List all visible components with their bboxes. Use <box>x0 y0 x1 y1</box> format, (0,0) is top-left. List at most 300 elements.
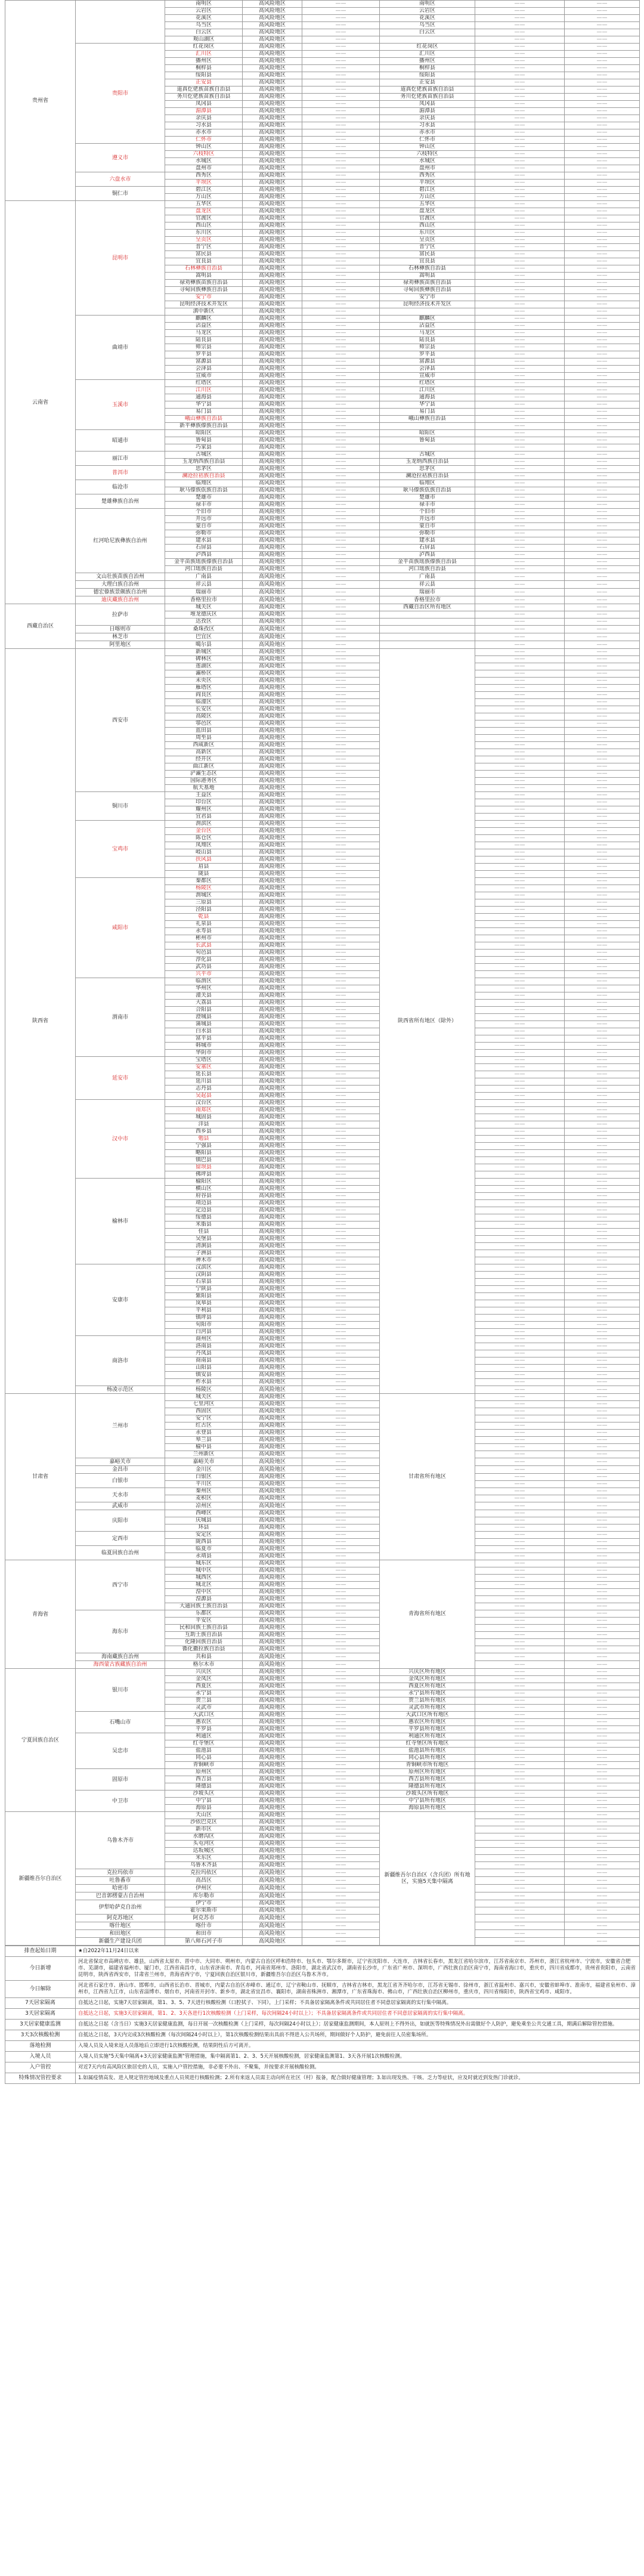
table-row <box>5 480 640 487</box>
dash-cell: —— <box>475 1805 565 1812</box>
dash-cell: —— <box>302 1915 380 1922</box>
level-cell: 高风险地区 <box>243 763 302 771</box>
level-cell: 高风险地区 <box>243 1524 302 1532</box>
county-cell: 汇川区 <box>165 51 243 58</box>
dash-cell: —— <box>565 1762 640 1769</box>
dash-cell: —— <box>475 619 565 626</box>
table-row <box>5 604 640 611</box>
dash-cell: —— <box>302 552 380 559</box>
dash-cell: —— <box>475 423 565 430</box>
level-cell: 高风险地区 <box>243 22 302 29</box>
county-cell: 永宁县 <box>165 1690 243 1697</box>
dash-cell: —— <box>565 430 640 437</box>
level-cell: 高风险地区 <box>243 1014 302 1021</box>
dash-cell: —— <box>302 1193 380 1200</box>
county-cell: 安塞区 <box>165 1064 243 1071</box>
dash-cell: —— <box>565 589 640 596</box>
county-cell: 湄潭县 <box>165 108 243 115</box>
dash-cell: —— <box>475 1900 565 1907</box>
county-cell: 镇巴县 <box>165 1157 243 1164</box>
level-cell: 高风险地区 <box>243 864 302 871</box>
dash-cell: —— <box>302 215 380 222</box>
dash-cell: —— <box>302 978 380 985</box>
city-cell: 天水市 <box>76 1488 165 1502</box>
dash-cell: —— <box>302 244 380 251</box>
level-cell: 高风险地区 <box>243 596 302 604</box>
dash-cell: —— <box>565 678 640 685</box>
city-cell: 武威市 <box>76 1502 165 1510</box>
dash-cell: —— <box>302 65 380 72</box>
notes-row <box>5 2062 640 2073</box>
table-row <box>5 1510 640 1517</box>
city-cell: 昆明市 <box>76 201 165 316</box>
dash-cell: —— <box>475 487 565 494</box>
note-cell: 古城区 <box>380 452 475 459</box>
level-cell: 高风险地区 <box>243 1877 302 1885</box>
dash-cell: —— <box>302 316 380 323</box>
dash-cell: —— <box>302 706 380 713</box>
dash-cell: —— <box>302 1510 380 1517</box>
dash-cell: —— <box>565 29 640 36</box>
dash-cell: —— <box>565 935 640 942</box>
level-cell: 高风险地区 <box>243 394 302 401</box>
dash-cell: —— <box>302 373 380 380</box>
dash-cell: —— <box>475 1683 565 1690</box>
level-cell: 高风险地区 <box>243 387 302 394</box>
county-cell: 六枝特区 <box>165 151 243 158</box>
level-cell: 高风险地区 <box>243 251 302 258</box>
dash-cell: —— <box>475 1071 565 1078</box>
dash-cell: —— <box>565 1589 640 1596</box>
notes-row <box>5 2009 640 2020</box>
dash-cell: —— <box>565 1043 640 1050</box>
dash-cell: —— <box>302 237 380 244</box>
dash-cell: —— <box>302 685 380 692</box>
dash-cell: —— <box>302 692 380 699</box>
county-cell: 罗平县 <box>165 351 243 358</box>
dash-cell: —— <box>565 487 640 494</box>
dash-cell: —— <box>302 194 380 201</box>
dash-cell: —— <box>475 899 565 907</box>
level-cell: 高风险地区 <box>243 1705 302 1712</box>
dash-cell: —— <box>302 756 380 763</box>
dash-cell: —— <box>302 835 380 842</box>
dash-cell: —— <box>475 835 565 842</box>
note-cell: 安宁市 <box>380 294 475 301</box>
dash-cell: —— <box>565 1892 640 1900</box>
table-row <box>5 1264 640 1272</box>
notes-table <box>5 1946 640 2084</box>
table-row <box>5 430 640 437</box>
note-cell <box>380 36 475 44</box>
level-cell: 高风险地区 <box>243 1093 302 1100</box>
level-cell: 高风险地区 <box>243 466 302 473</box>
dash-cell: —— <box>475 1812 565 1819</box>
dash-cell: —— <box>302 1690 380 1697</box>
county-cell: 淳化县 <box>165 957 243 964</box>
county-cell: 格尔木市 <box>165 1661 243 1669</box>
dash-cell: —— <box>565 1078 640 1086</box>
dash-cell: —— <box>302 1279 380 1286</box>
county-cell: 临潼区 <box>165 699 243 706</box>
county-cell: 凤翔区 <box>165 842 243 849</box>
dash-cell: —— <box>475 856 565 864</box>
dash-cell: —— <box>302 273 380 280</box>
dash-cell: —— <box>565 1357 640 1365</box>
dash-cell: —— <box>475 978 565 985</box>
level-cell: 高风险地区 <box>243 649 302 656</box>
dash-cell: —— <box>565 1093 640 1100</box>
dash-cell: —— <box>565 545 640 552</box>
province-cell: 贵州省 <box>5 1 76 201</box>
dash-cell: —— <box>302 1437 380 1444</box>
dash-cell: —— <box>302 749 380 756</box>
level-cell: 高风险地区 <box>243 1603 302 1610</box>
dash-cell: —— <box>565 158 640 165</box>
dash-cell: —— <box>475 1164 565 1171</box>
dash-cell: —— <box>565 144 640 151</box>
level-cell: 高风险地区 <box>243 129 302 137</box>
county-cell: 红古区 <box>165 1422 243 1430</box>
level-cell: 高风险地区 <box>243 1086 302 1093</box>
county-cell: 子洲县 <box>165 1250 243 1257</box>
level-cell: 高风险地区 <box>243 978 302 985</box>
county-cell: 祥云县 <box>165 581 243 589</box>
county-cell: 城北区 <box>165 1582 243 1589</box>
dash-cell: —— <box>565 1243 640 1250</box>
dash-cell: —— <box>565 151 640 158</box>
dash-cell: —— <box>302 589 380 596</box>
county-cell: 巴宜区 <box>165 633 243 641</box>
dash-cell: —— <box>302 394 380 401</box>
dash-cell: —— <box>302 523 380 530</box>
level-cell: 高风险地区 <box>243 487 302 494</box>
dash-cell: —— <box>302 8 380 15</box>
notes-row <box>5 1981 640 1998</box>
dash-cell: —— <box>475 1646 565 1653</box>
dash-cell: —— <box>302 1885 380 1892</box>
county-cell: 峨山彝族自治县 <box>165 416 243 423</box>
dash-cell: —— <box>302 964 380 971</box>
dash-cell: —— <box>565 330 640 337</box>
dash-cell: —— <box>302 1697 380 1705</box>
note-cell: 云岩区 <box>380 8 475 15</box>
dash-cell: —— <box>565 1350 640 1357</box>
dash-cell: —— <box>475 1179 565 1186</box>
county-cell: 建水县 <box>165 537 243 545</box>
dash-cell: —— <box>302 1272 380 1279</box>
dash-cell: —— <box>302 935 380 942</box>
level-cell: 高风险地区 <box>243 201 302 208</box>
dash-cell: —— <box>302 466 380 473</box>
dash-cell: —— <box>565 294 640 301</box>
dash-cell: —— <box>475 294 565 301</box>
level-cell: 高风险地区 <box>243 871 302 878</box>
dash-cell: —— <box>565 1669 640 1676</box>
level-cell: 高风险地区 <box>243 985 302 992</box>
dash-cell: —— <box>475 1740 565 1748</box>
dash-cell: —— <box>565 641 640 649</box>
city-cell: 喀什地区 <box>76 1922 165 1930</box>
county-cell: 陇西县 <box>165 1539 243 1546</box>
county-cell: 礼泉县 <box>165 921 243 928</box>
level-cell: 高风险地区 <box>243 1350 302 1357</box>
note-cell: 五华区 <box>380 201 475 208</box>
level-cell: 高风险地区 <box>243 1669 302 1676</box>
dash-cell: —— <box>565 366 640 373</box>
level-cell: 高风险地区 <box>243 480 302 487</box>
city-cell: 中卫市 <box>76 1790 165 1812</box>
level-cell: 高风险地区 <box>243 1762 302 1769</box>
dash-cell: —— <box>565 86 640 94</box>
level-cell: 高风险地区 <box>243 101 302 108</box>
dash-cell: —— <box>302 1100 380 1107</box>
county-cell: 韩城市 <box>165 1043 243 1050</box>
dash-cell: —— <box>302 1014 380 1021</box>
level-cell: 高风险地区 <box>243 1582 302 1589</box>
county-cell: 兴平市 <box>165 971 243 978</box>
note-cell: 西山区 <box>380 222 475 230</box>
level-cell: 高风险地区 <box>243 641 302 649</box>
dash-cell: —— <box>565 1560 640 1567</box>
dash-cell: —— <box>565 1848 640 1855</box>
dash-cell: —— <box>565 1790 640 1798</box>
level-cell: 高风险地区 <box>243 1790 302 1798</box>
dash-cell: —— <box>302 79 380 86</box>
dash-cell: —— <box>475 237 565 244</box>
level-cell: 高风险地区 <box>243 1900 302 1907</box>
note-cell: 花溪区 <box>380 15 475 22</box>
notes-row <box>5 2020 640 2030</box>
dash-cell: —— <box>475 1755 565 1762</box>
city-cell: 汉中市 <box>76 1100 165 1179</box>
dash-cell: —— <box>565 1618 640 1625</box>
dash-cell: —— <box>565 1035 640 1043</box>
dash-cell: —— <box>302 921 380 928</box>
dash-cell: —— <box>302 401 380 409</box>
dash-cell: —— <box>302 366 380 373</box>
level-cell: 高风险地区 <box>243 1300 302 1307</box>
dash-cell: —— <box>302 1639 380 1646</box>
county-cell: 河口瑶族自治县 <box>165 566 243 573</box>
county-cell: 水磨沟区 <box>165 1833 243 1841</box>
dash-cell: —— <box>302 713 380 720</box>
notes-text: 河北省石家庄市、唐山市、邯郸市，山西省长治市、晋城市，内蒙古自治区赤峰市、通辽市，辽宁省鞍山市、抚顺市，吉林省吉林市，黑龙江省齐齐哈尔市，江苏省无锡市、徐州市，浙江省温州市、嘉兴市，安徽省蚌埠市、淮南市，福建省泉州市、漳州市，江西省九江市，山东省淄博市、烟台市，河南省开封市、新乡市，湖北省宜昌市、襄阳市，湖南省株洲市、湘潭市，广东省珠海市、佛山市，广西壮族自治区柳州市，重庆市，四川省绵阳市，陕西省宝鸡市、咸阳市。 <box>76 1981 640 1998</box>
city-cell: 文山壮族苗族自治州 <box>76 573 165 581</box>
dash-cell: —— <box>565 957 640 964</box>
dash-cell: —— <box>302 604 380 611</box>
city-cell: 金昌市 <box>76 1466 165 1474</box>
update-note: ★自2022年11月24日以来 <box>76 1946 640 1957</box>
dash-cell: —— <box>302 1869 380 1877</box>
county-cell: 印台区 <box>165 799 243 806</box>
dash-cell: —— <box>565 921 640 928</box>
dash-cell: —— <box>475 1300 565 1307</box>
dash-cell: —— <box>302 1833 380 1841</box>
dash-cell: —— <box>475 957 565 964</box>
dash-cell: —— <box>565 1157 640 1164</box>
notes-row <box>5 2041 640 2052</box>
county-cell: 城西区 <box>165 1575 243 1582</box>
dash-cell: —— <box>302 1043 380 1050</box>
dash-cell: —— <box>475 509 565 516</box>
level-cell: 高风险地区 <box>243 1430 302 1437</box>
level-cell: 高风险地区 <box>243 814 302 821</box>
county-cell: 香格里拉市 <box>165 596 243 604</box>
dash-cell: —— <box>302 842 380 849</box>
note-cell: 临翔区 <box>380 480 475 487</box>
dash-cell: —— <box>302 137 380 144</box>
note-cell: 播州区 <box>380 58 475 65</box>
dash-cell: —— <box>302 864 380 871</box>
county-cell: 伊州区 <box>165 1885 243 1892</box>
dash-cell: —— <box>302 409 380 416</box>
dash-cell: —— <box>302 1057 380 1064</box>
dash-cell: —— <box>565 1372 640 1379</box>
dash-cell: —— <box>475 344 565 351</box>
level-cell: 高风险地区 <box>243 1150 302 1157</box>
dash-cell: —— <box>475 1343 565 1350</box>
dash-cell: —— <box>565 720 640 728</box>
county-cell: 开远市 <box>165 516 243 523</box>
county-cell: 嵩明县 <box>165 273 243 280</box>
level-cell: 高风险地区 <box>243 1618 302 1625</box>
level-cell: 高风险地区 <box>243 1401 302 1408</box>
level-cell: 高风险地区 <box>243 401 302 409</box>
level-cell: 高风险地区 <box>243 144 302 151</box>
dash-cell: —— <box>302 51 380 58</box>
level-cell: 高风险地区 <box>243 907 302 914</box>
note-cell: 宜良县 <box>380 258 475 265</box>
level-cell: 高风险地区 <box>243 771 302 778</box>
dash-cell: —— <box>565 301 640 308</box>
level-cell: 高风险地区 <box>243 611 302 619</box>
county-cell: 惠农区 <box>165 1719 243 1726</box>
dash-cell: —— <box>475 437 565 444</box>
county-cell: 泾阳县 <box>165 907 243 914</box>
dash-cell: —— <box>302 1596 380 1603</box>
dash-cell: —— <box>475 545 565 552</box>
dash-cell: —— <box>302 856 380 864</box>
dash-cell: —— <box>565 842 640 849</box>
level-cell: 高风险地区 <box>243 1596 302 1603</box>
table-row <box>5 1938 640 1946</box>
level-cell: 高风险地区 <box>243 1143 302 1150</box>
county-cell: 靖边县 <box>165 1200 243 1207</box>
dash-cell: —— <box>475 187 565 194</box>
dash-cell: —— <box>565 964 640 971</box>
dash-cell: —— <box>565 1841 640 1848</box>
county-cell: 南明区 <box>165 1 243 8</box>
dash-cell: —— <box>302 1755 380 1762</box>
dash-cell: —— <box>302 172 380 180</box>
dash-cell: —— <box>302 950 380 957</box>
dash-cell: —— <box>302 494 380 502</box>
dash-cell: —— <box>475 1136 565 1143</box>
county-cell: 堆龙德庆区 <box>165 611 243 619</box>
county-cell: 西吉县 <box>165 1776 243 1783</box>
level-cell: 高风险地区 <box>243 1121 302 1128</box>
note-cell: 沙坡头区所有地区 <box>380 1790 475 1798</box>
county-cell: 府谷县 <box>165 1193 243 1200</box>
dash-cell: —— <box>475 720 565 728</box>
county-cell: 易门县 <box>165 409 243 416</box>
dash-cell: —— <box>475 935 565 942</box>
dash-cell: —— <box>565 172 640 180</box>
dash-cell: —— <box>302 806 380 814</box>
notes-text: 对近7天内有高风险区旅居史的人员，实施入户管控措施，非必要不外出、不聚集，并按要求开展核酸检测。 <box>76 2062 640 2073</box>
level-cell: 高风险地区 <box>243 1307 302 1315</box>
county-cell: 长安区 <box>165 706 243 713</box>
dash-cell: —— <box>475 129 565 137</box>
city-cell: 迪庆藏族自治州 <box>76 596 165 604</box>
city-cell: 海东市 <box>76 1610 165 1653</box>
dash-cell: —— <box>565 1690 640 1697</box>
county-cell: 富平县 <box>165 1035 243 1043</box>
county-cell: 柞水县 <box>165 1379 243 1386</box>
dash-cell: —— <box>302 1379 380 1386</box>
county-cell: 横山区 <box>165 1186 243 1193</box>
level-cell: 高风险地区 <box>243 316 302 323</box>
dash-cell: —— <box>565 358 640 366</box>
level-cell: 高风险地区 <box>243 806 302 814</box>
dash-cell: —— <box>475 1257 565 1264</box>
dash-cell: —— <box>565 742 640 749</box>
city-cell: 伊犁哈萨克自治州 <box>76 1900 165 1915</box>
county-cell: 米东区 <box>165 1855 243 1862</box>
dash-cell: —— <box>302 1071 380 1078</box>
city-cell: 兰州市 <box>76 1394 165 1458</box>
table-row <box>5 1546 640 1553</box>
level-cell: 高风险地区 <box>243 1021 302 1028</box>
dash-cell: —— <box>475 1748 565 1755</box>
city-cell: 阿克苏地区 <box>76 1915 165 1922</box>
level-cell: 高风险地区 <box>243 1422 302 1430</box>
dash-cell: —— <box>565 530 640 537</box>
dash-cell: —— <box>302 1466 380 1474</box>
dash-cell: —— <box>302 265 380 273</box>
dash-cell: —— <box>475 1510 565 1517</box>
dash-cell: —— <box>565 1719 640 1726</box>
county-cell: 略阳县 <box>165 1150 243 1157</box>
level-cell: 高风险地区 <box>243 921 302 928</box>
dash-cell: —— <box>475 394 565 401</box>
dash-cell: —— <box>475 1028 565 1035</box>
dash-cell: —— <box>565 1394 640 1401</box>
dash-cell: —— <box>565 1221 640 1229</box>
dash-cell: —— <box>565 423 640 430</box>
dash-cell: —— <box>475 244 565 251</box>
dash-cell: —— <box>302 957 380 964</box>
level-cell: 高风险地区 <box>243 244 302 251</box>
dash-cell: —— <box>302 566 380 573</box>
county-cell: 麒麟区 <box>165 316 243 323</box>
level-cell: 高风险地区 <box>243 1697 302 1705</box>
county-cell: 个旧市 <box>165 509 243 516</box>
note-cell: 澜沧拉祜族自治县 <box>380 473 475 480</box>
dash-cell: —— <box>565 763 640 771</box>
dash-cell: —— <box>475 1035 565 1043</box>
note-cell: 耿马傣族佤族自治县 <box>380 487 475 494</box>
note-cell: 西夏区所有地区 <box>380 1683 475 1690</box>
county-cell: 化隆回族自治县 <box>165 1639 243 1646</box>
dash-cell: —— <box>302 86 380 94</box>
county-cell: 乾县 <box>165 914 243 921</box>
dash-cell: —— <box>565 273 640 280</box>
level-cell: 高风险地区 <box>243 1236 302 1243</box>
dash-cell: —— <box>302 1517 380 1524</box>
dash-cell: —— <box>565 72 640 79</box>
